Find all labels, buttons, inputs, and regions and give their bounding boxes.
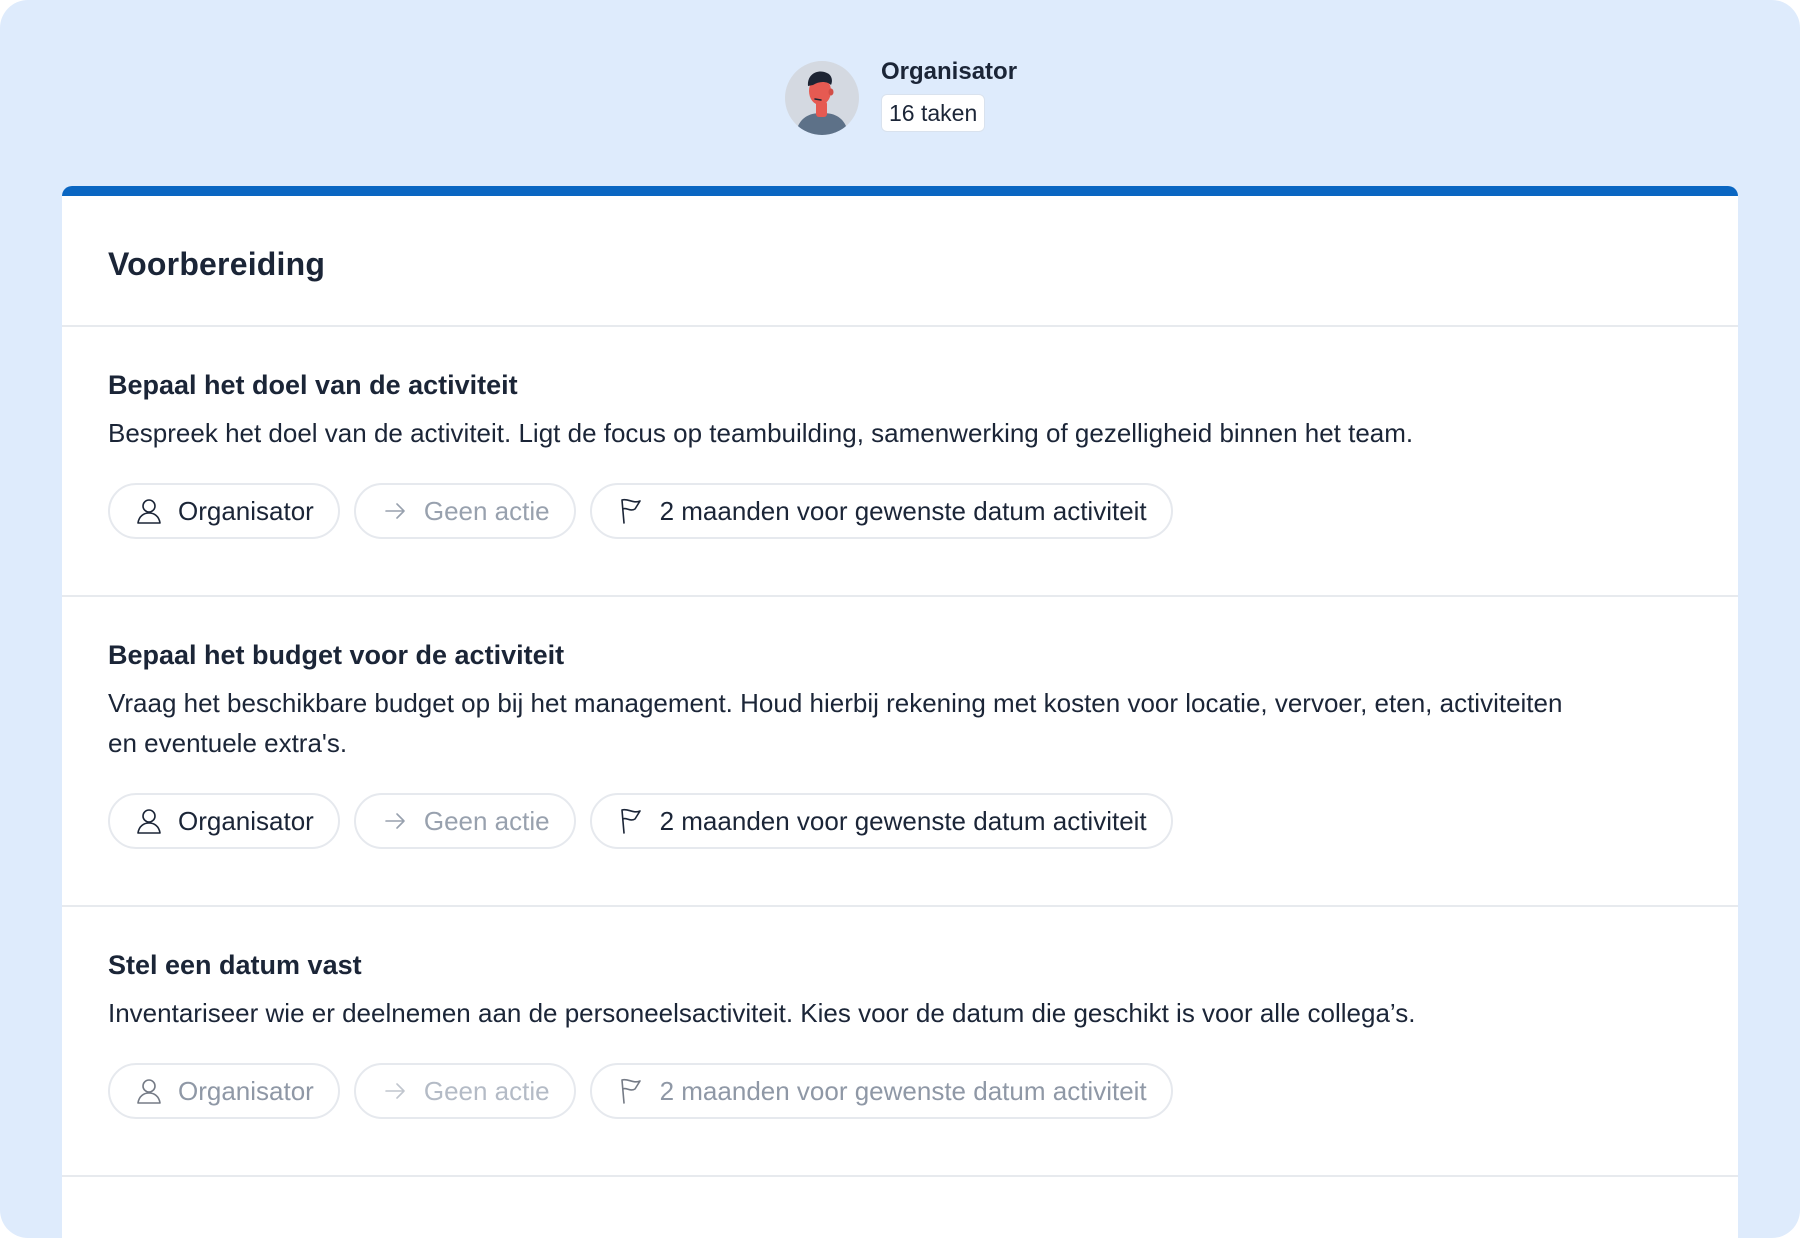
- deadline-label: 2 maanden voor gewenste datum activiteit: [659, 1075, 1147, 1106]
- card-accent-bar: [62, 186, 1738, 196]
- user-icon: [134, 496, 164, 526]
- arrow-right-icon: [380, 496, 410, 526]
- role-header: [785, 58, 1018, 135]
- arrow-right-icon: [380, 1076, 410, 1106]
- section-title: Voorbereiding: [108, 246, 326, 282]
- task-item[interactable]: [62, 597, 1738, 907]
- task-title: Bepaal het doel van de activiteit: [108, 370, 518, 400]
- flag-icon: [616, 806, 646, 836]
- task-meta: [108, 483, 1692, 539]
- action-chip[interactable]: [354, 1063, 576, 1119]
- flag-icon: [616, 1076, 646, 1106]
- task-meta: [108, 793, 1692, 849]
- deadline-label: 2 maanden voor gewenste datum activiteit: [659, 495, 1147, 526]
- action-label: Geen actie: [423, 495, 550, 526]
- header-title: Organisator: [881, 58, 1018, 85]
- task-item[interactable]: [62, 907, 1738, 1177]
- deadline-chip[interactable]: [590, 483, 1173, 539]
- action-chip[interactable]: [354, 483, 576, 539]
- role-label: Organisator: [178, 495, 314, 526]
- action-label: Geen actie: [423, 1075, 550, 1106]
- deadline-label: 2 maanden voor gewenste datum activiteit: [659, 805, 1147, 836]
- tasks-card: [62, 186, 1738, 1238]
- role-chip[interactable]: [108, 1063, 340, 1119]
- task-item[interactable]: [62, 327, 1738, 597]
- task-description: Vraag het beschikbare budget op bij het management. Houd hierbij rekening met kosten voor locatie, vervoer, eten, activiteiten en eventuele extra's.: [108, 688, 1563, 758]
- person-avatar-icon: [785, 61, 859, 135]
- role-label: Organisator: [178, 805, 314, 836]
- arrow-right-icon: [380, 806, 410, 836]
- flag-icon: [616, 496, 646, 526]
- deadline-chip[interactable]: [590, 793, 1173, 849]
- role-chip[interactable]: [108, 793, 340, 849]
- task-description: Bespreek het doel van de activiteit. Ligt de focus op teambuilding, samenwerking of gezelligheid binnen het team.: [108, 418, 1414, 448]
- action-chip[interactable]: [354, 793, 576, 849]
- task-description: Inventariseer wie er deelnemen aan de personeelsactiviteit. Kies voor de datum die geschikt is voor alle collega’s.: [108, 998, 1416, 1028]
- task-count-badge: 16 taken: [881, 94, 985, 132]
- task-title: Stel een datum vast: [108, 950, 362, 980]
- role-chip[interactable]: [108, 483, 340, 539]
- task-meta: [108, 1063, 1692, 1119]
- deadline-chip[interactable]: [590, 1063, 1173, 1119]
- task-title: Bepaal het budget voor de activiteit: [108, 640, 565, 670]
- section-header: [62, 196, 1738, 327]
- role-label: Organisator: [178, 1075, 314, 1106]
- avatar: [785, 61, 859, 135]
- action-label: Geen actie: [423, 805, 550, 836]
- user-icon: [134, 1076, 164, 1106]
- user-icon: [134, 806, 164, 836]
